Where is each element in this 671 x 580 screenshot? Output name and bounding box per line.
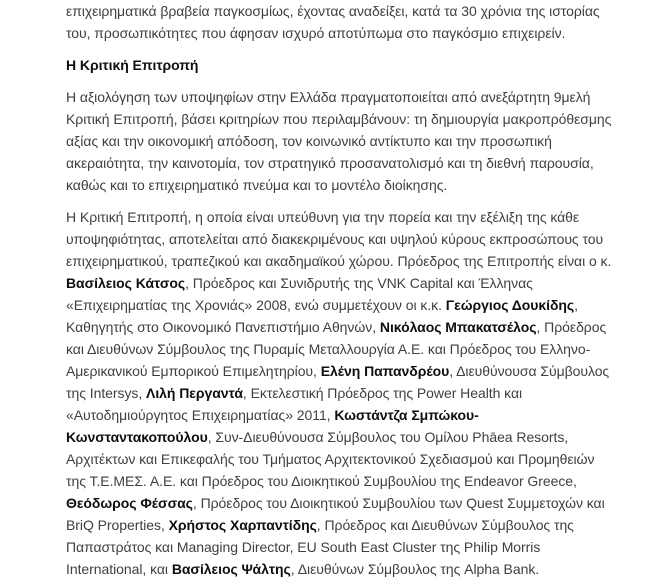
bold-text-run: Λιλή Περγαντά bbox=[146, 385, 243, 401]
bold-text-run: Βασίλειος Ψάλτης bbox=[171, 561, 291, 577]
text-run: Η Κριτική Επιτροπή, η οποία είναι υπεύθυνη για την πορεία και την εξέλιξη της κάθε υποψηφιότητας, αποτελείται από διακεκριμένους και υψηλού κύρους εκπροσώπους του επιχειρηματικού, τραπεζικού και ακαδημαϊκού χώρου. Πρόεδρος της Επιτροπής είναι ο κ. bbox=[66, 209, 612, 269]
text-run: επιχειρηματικά βραβεία παγκοσμίως, έχοντας αναδείξει, κατά τα 30 χρόνια της ιστορίας του, προσωπικότητες που άφησαν ισχυρό αποτύπωμα στο παγκόσμιο επιχειρείν. bbox=[66, 3, 600, 41]
text-run: , Πρόεδρος και Συνιδρυτής της VNK Capital και Έλληνας «Επιχειρηματίας της Χρονιάς» 2008, ενώ συμμετέχουν οι κ.κ. bbox=[66, 275, 533, 313]
text-run: , Πρόεδρος του Διοικητικού Συμβουλίου των Quest Συμμετοχών και BriQ Properties, bbox=[66, 495, 605, 533]
paragraph bbox=[66, 86, 616, 196]
bold-text-run: Χρήστος Χαρπαντίδης bbox=[168, 517, 317, 533]
text-run: , Διευθύνων Σύμβουλος της Alpha Bank. bbox=[290, 561, 540, 577]
paragraph bbox=[66, 0, 616, 44]
text-run: , Καθηγητής στο Οικονομικό Πανεπιστήμιο Αθηνών, bbox=[66, 297, 578, 335]
text-run: , Πρόεδρος και Διευθύνων Σύμβουλος της Παπαστράτος και Managing Director, EU South East Cluster της Philip Morris International, και bbox=[66, 517, 574, 577]
section-heading bbox=[66, 54, 616, 76]
text-run: , Πρόεδρος και Διευθύνων Σύμβουλος της Πυραμίς Μεταλλουργία Α.Ε. και Πρόεδρος του Ελληνο-Αμερικανικού Εμπορικού Επιμελητηρίου, bbox=[66, 319, 607, 379]
bold-text-run: Βασίλειος Κάτσος bbox=[66, 275, 186, 291]
text-run: , Εκτελεστική Πρόεδρος της Power Health και «Αυτοδημιούργητος Επιχειρηματίας» 2011, bbox=[66, 385, 523, 423]
bold-text-run: Η Κριτική Επιτροπή bbox=[66, 57, 199, 73]
article-body bbox=[66, 0, 616, 580]
bold-text-run: Νικόλαος Μπακατσέλος bbox=[379, 319, 537, 335]
bold-text-run: Κωστάντζα Σμπώκου-Κωνσταντακοπούλου bbox=[66, 407, 479, 445]
text-run: Η αξιολόγηση των υποψηφίων στην Ελλάδα πραγματοποιείται από ανεξάρτητη 9μελή Κριτική Επιτροπή, βάσει κριτηρίων που περιλαμβάνουν: τη δημιουργία μακροπρόθεσμης αξίας και την οικονομική απόδοση, τον κοινωνικό αντίκτυπο και την προσωπική ακεραιότητα, την καινοτομία, τον στρατηγικό προσανατολισμό και τη διεθνή παρουσία, καθώς και το επιχειρηματικό πνεύμα και το μοντέλο διοίκησης. bbox=[66, 89, 612, 193]
text-run: , Διευθύνουσα Σύμβουλος της Intersys, bbox=[66, 363, 610, 401]
paragraph bbox=[66, 206, 616, 580]
bold-text-run: Θεόδωρος Φέσσας bbox=[66, 495, 193, 511]
text-run: , Συν-Διευθύνουσα Σύμβουλος του Ομίλου Phāea Resorts, Αρχιτέκτων και Επικεφαλής του Τμήματος Αρχιτεκτονικού Σχεδιασμού και Προμηθειών της Τ.Ε.ΜΕΣ. Α.Ε. και Πρόεδρος του Διοικητικού Συμβουλίου της Endeavor Greece, bbox=[66, 429, 595, 489]
bold-text-run: Ελένη Παπανδρέου bbox=[320, 363, 450, 379]
bold-text-run: Γεώργιος Δουκίδης bbox=[445, 297, 575, 313]
